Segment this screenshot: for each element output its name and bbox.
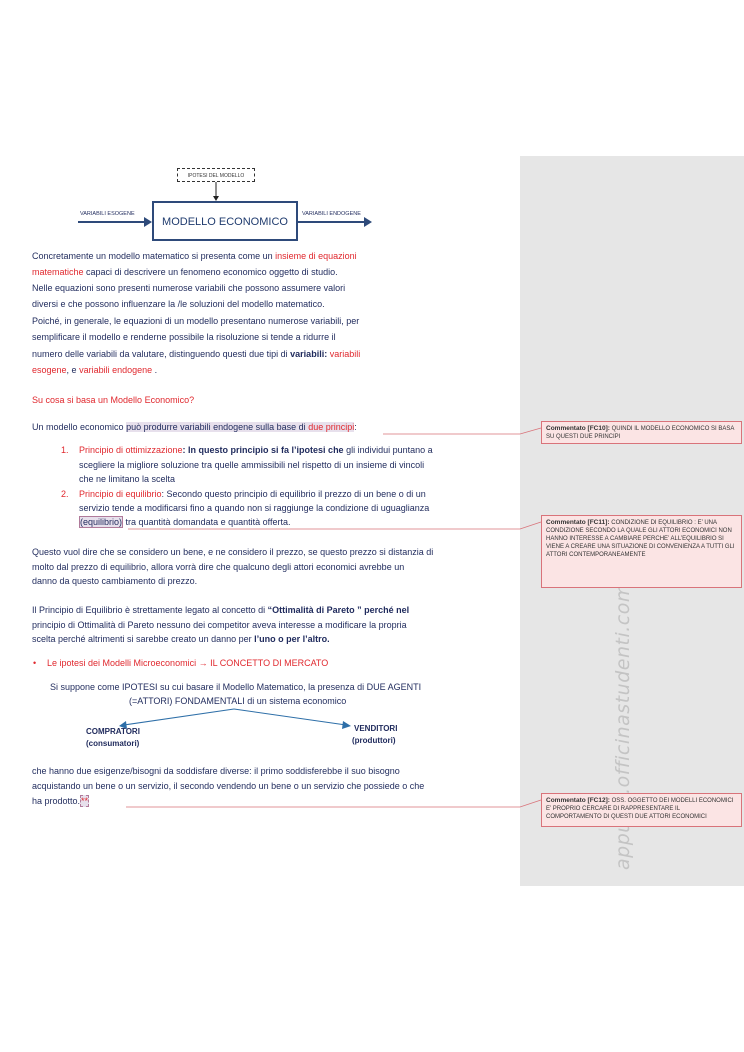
comment-fc11[interactable]: Commentato [FC11]: CONDIZIONE DI EQUILIBRIO : E’ UNA CONDIZIONE SECONDO LA QUALE GLI ATTORI ECONOMICI NON HANNO INTERESSE A CAMBIARE PERCHE’ ALL’EQUILIBRIO SI VIENE A CREARE UNA SITUAZIONE DI CONVENIENZA A TUTTI GLI ATTORI CONTEMPORANEAMENTE bbox=[541, 515, 742, 588]
bullet-mark: • bbox=[33, 658, 37, 668]
comment-fc10[interactable]: Commentato [FC10]: QUINDI IL MODELLO ECONOMICO SI BASA SU QUESTI DUE PRINCIPI bbox=[541, 421, 742, 444]
commented-range-fc10[interactable]: può produrre variabili endogene sulla base di due principi bbox=[126, 422, 355, 432]
list-number-1: 1. bbox=[61, 445, 69, 455]
commented-range-fc12[interactable]: ** bbox=[81, 796, 89, 806]
para3-line1: Questo vuol dire che se considero un bene, e ne considero il prezzo, se questo prezzo si distanzia di bbox=[32, 547, 434, 557]
para1-line3: Nelle equazioni sono presenti numerose variabili che possono assumere valori bbox=[32, 283, 346, 293]
buyers-sub: (consumatori) bbox=[86, 739, 140, 748]
para1-line6: semplificare il modello e renderne possibile la risoluzione si tende a ridurre il bbox=[32, 332, 336, 342]
bullet-text: Le ipotesi dei Modelli Microeconomici → IL CONCETTO DI MERCATO bbox=[47, 658, 329, 668]
para4-line3: scelta perché altrimenti si sarebbe creato un danno per l’uno o per l’altro. bbox=[32, 634, 330, 644]
para1-line7: numero delle variabili da valutare, distinguendo questi due tipi di variabili: variabili bbox=[32, 349, 361, 359]
para2-line: Un modello economico può produrre variabili endogene sulla base di due principi: bbox=[32, 422, 357, 432]
diagram-hypothesis-box: IPOTESI DEL MODELLO bbox=[177, 168, 255, 182]
diagram-left-label: VARIABILI ESOGENE bbox=[80, 211, 135, 217]
para1-line8: esogene, e variabili endogene . bbox=[32, 365, 158, 375]
list-item-2-line3: (equilibrio) tra quantità domandata e quantità offerta. bbox=[80, 517, 291, 527]
list-number-2: 2. bbox=[61, 489, 69, 499]
para1-line5: Poiché, in generale, le equazioni di un modello presentano numerose variabili, per bbox=[32, 316, 360, 326]
para3-line3: danno da questo cambiamento di prezzo. bbox=[32, 576, 198, 586]
section-heading: Su cosa si basa un Modello Economico? bbox=[32, 395, 195, 405]
para6-line3: ha prodotto.** bbox=[32, 796, 89, 806]
para1-line2: matematiche capaci di descrivere un fenomeno economico oggetto di studio. bbox=[32, 267, 338, 277]
list-item-1-line2: scegliere la migliore soluzione tra quelle ammissibili nel rispetto di un insieme di vincoli bbox=[79, 460, 425, 470]
list-item-2-line1: Principio di equilibrio: Secondo questo principio di equilibrio il prezzo di un bene o di un bbox=[79, 489, 426, 499]
para6-line1: che hanno due esigenze/bisogni da soddisfare diverse: il primo soddisferebbe il suo bisogno bbox=[32, 766, 400, 776]
para5-line2: (=ATTORI) FONDAMENTALI di un sistema economico bbox=[129, 696, 347, 706]
list-item-1-line1: Principio di ottimizzazione: In questo principio si fa l’ipotesi che gli individui puntano a bbox=[79, 445, 433, 455]
diagram-right-label: VARIABILI ENDOGENE bbox=[302, 211, 361, 217]
sellers-sub: (produttori) bbox=[352, 736, 396, 745]
para1-line1: Concretamente un modello matematico si presenta come un insieme di equazioni bbox=[32, 251, 357, 261]
para6-line2: acquistando un bene o un servizio, il secondo vendendo un bene o un servizio che possiede o che bbox=[32, 781, 425, 791]
list-item-2-line2: servizio tende a modificarsi fino a quando non si raggiunge la condizione di uguaglianza bbox=[79, 503, 430, 513]
para3-line2: molto dal prezzo di equilibrio, allora vorrà dire che qualcuno degli attori economici avrebbe un bbox=[32, 562, 405, 572]
buyers-label: COMPRATORI bbox=[86, 727, 140, 736]
para1-line4: diversi e che possono influenzare la /le soluzioni del modello matematico. bbox=[32, 299, 325, 309]
diagram-main-box: MODELLO ECONOMICO bbox=[152, 201, 298, 241]
para5-line1: Si suppone come IPOTESI su cui basare il Modello Matematico, la presenza di DUE AGENTI bbox=[50, 682, 422, 692]
para4-line2: principio di Ottimalità di Pareto nessuno dei competitor aveva interesse a modificare la propria bbox=[32, 620, 407, 630]
comment-fc12[interactable]: Commentato [FC12]: OSS. OGGETTO DEI MODELLI ECONOMICI E’ PROPRIO CERCARE DI RAPPRESENTARE IL COMPORTAMENTO DI QUESTI DUE ATTORI ECONOMICI bbox=[541, 793, 742, 827]
list-item-1-line3: che ne limitano la scelta bbox=[79, 474, 176, 484]
para4-line1: Il Principio di Equilibrio è strettamente legato al concetto di “Ottimalità di Pareto ” perché nel bbox=[32, 605, 410, 615]
commented-range-fc11[interactable]: (equilibrio) bbox=[80, 517, 123, 527]
sellers-label: VENDITORI bbox=[354, 724, 398, 733]
